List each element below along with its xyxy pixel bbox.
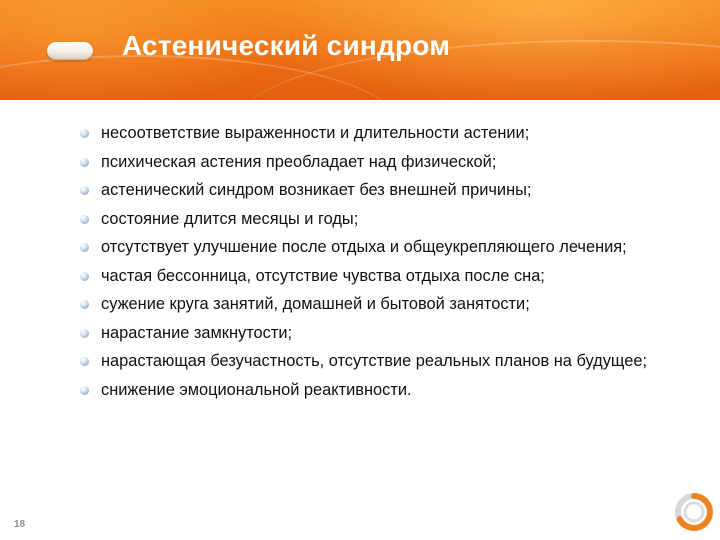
list-item xyxy=(80,151,680,175)
list-item xyxy=(80,265,680,289)
list-item xyxy=(80,322,680,346)
list-item-text: астенический синдром возникает без внешней причины; xyxy=(101,181,532,199)
page-number: 18 xyxy=(14,519,26,530)
bullet-dot-icon xyxy=(80,300,89,309)
list-item-text: частая бессонница, отсутствие чувства отдыха после сна; xyxy=(101,266,545,285)
ring-logo-icon xyxy=(672,490,716,534)
list-item-text: сужение круга занятий, домашней и бытовой занятости; xyxy=(101,295,530,313)
list-item xyxy=(80,293,680,317)
pill-icon xyxy=(47,42,93,60)
bullet-list xyxy=(80,122,680,407)
list-item-text: нарастающая безучастность, отсутствие реальных планов на будущее; xyxy=(101,352,648,370)
bullet-dot-icon xyxy=(80,215,89,224)
list-item xyxy=(80,122,680,146)
list-item-text: нарастание замкнутости; xyxy=(101,323,293,342)
list-item xyxy=(80,179,680,203)
bullet-dot-icon xyxy=(80,329,89,338)
list-item xyxy=(80,350,680,374)
bullet-dot-icon xyxy=(80,357,89,366)
list-item-text: несоответствие выраженности и длительности астении; xyxy=(101,124,530,142)
bullet-dot-icon xyxy=(80,386,89,395)
list-item-text: отсутствует улучшение после отдыха и общеукрепляющего лечения; xyxy=(101,238,627,256)
list-item xyxy=(80,379,680,403)
bullet-dot-icon xyxy=(80,186,89,195)
bullet-dot-icon xyxy=(80,129,89,138)
bullet-dot-icon xyxy=(80,158,89,167)
header-banner xyxy=(0,0,720,100)
list-item-text: состояние длится месяцы и годы; xyxy=(101,209,359,228)
bullet-dot-icon xyxy=(80,272,89,281)
bullet-dot-icon xyxy=(80,243,89,252)
list-item-text: снижение эмоциональной реактивности. xyxy=(101,380,412,399)
list-item-text: психическая астения преобладает над физической; xyxy=(101,152,497,171)
list-item xyxy=(80,208,680,232)
list-item xyxy=(80,236,680,260)
slide-title: Астенический синдром xyxy=(122,30,451,61)
